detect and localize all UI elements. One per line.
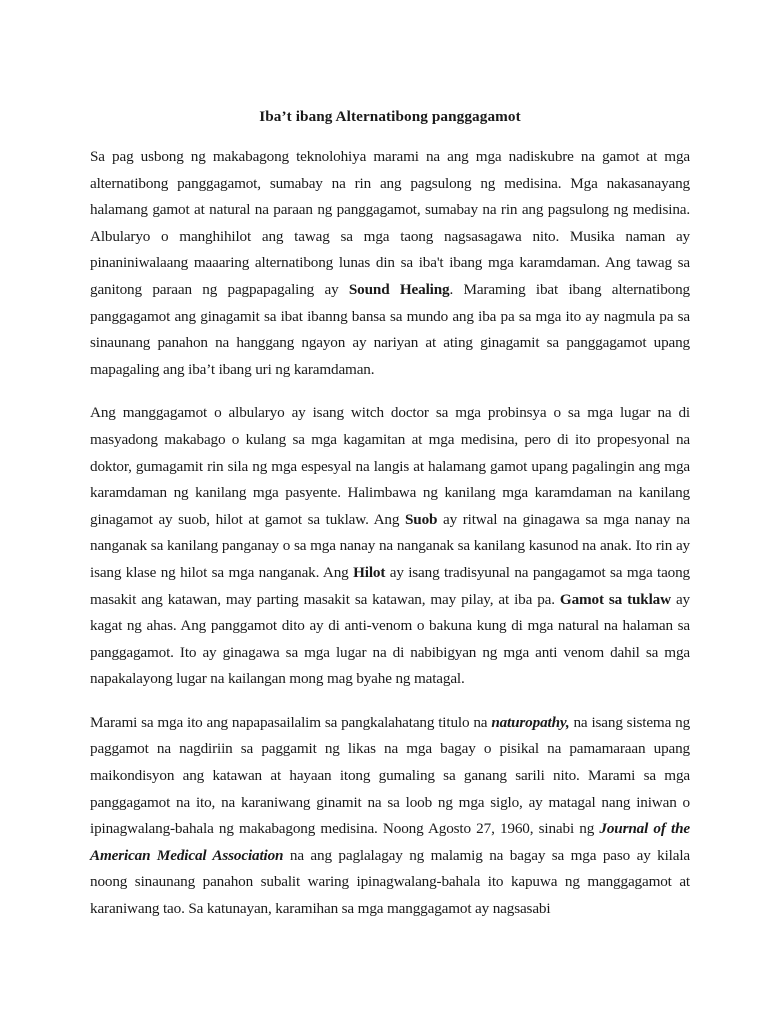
document-body [90,144,690,923]
paragraph [90,710,690,923]
paragraph-text: na ang paglalagay ng malamig na bagay sa mga paso ay kilala noong sinaunang panahon subalit waring ipinagwalang-bahala ito kapuwa ng manggagamot at karaniwang tao. Sa katunayan, karamihan sa mga manggagamot ay nagsasabi [90,846,690,918]
paragraph [90,144,690,383]
paragraph-text: Marami sa mga ito ang napapasailalim sa pangkalahatang titulo na [90,713,492,731]
paragraph-text: Ang manggagamot o albularyo ay isang witch doctor sa mga probinsya o sa mga lugar na di masyadong makabago o kulang sa mga kagamitan at mga medisina, pero di ito propesyonal na doktor, gumagamit rin sila ng mga espesyal na langis at halamang gamot upang pagalingin ang mga karamdaman ng kanilang mga pasyente. Halimbawa ng kanilang mga karamdaman na kanilang ginagamot ay suob, hilot at gamot sa tuklaw. Ang [90,404,690,528]
document-title: Iba’t ibang Alternatibong panggagamot [259,108,521,125]
paragraph-text: na isang sistema ng paggamot na nagdiriin sa paggamit ng likas na mga bagay o pisikal na pamamaraan upang maikondisyon ang katawan at hayaan itong gumaling sa ganang sarili nito. Marami sa mga panggagamot na ito, na karaniwang ginamit na sa loob ng mga siglo, ay matagal nang iniwan o ipinagwalang-bahala ng makabagong medisina. Noong Agosto 27, 1960, sinabi ng [90,713,691,838]
emphasized-text: Gamot sa tuklaw [559,590,671,608]
emphasized-text: Journal of the American Medical Association [90,820,690,864]
paragraph-text: ay kagat ng ahas. Ang panggamot dito ay di anti-venom o bakuna kung di mga natural na halaman sa panggagamot. Ito ay ginagawa sa mga lugar na di nabibigyan ng mga anti venom dahil sa mga napakalayong lugar na kailangan mong mag byahe ng matagal. [90,590,690,688]
emphasized-text: Suob [404,510,438,528]
emphasized-text: Sound Healing [348,280,450,298]
emphasized-text: naturopathy, [491,713,570,731]
paragraph-text: ay ritwal na ginagawa sa mga nanay na nanganak sa kanilang panganay o sa mga nanay na nanganak sa kanilang kasunod na anak. Ito rin ay isang klase ng hilot sa mga nanganak. Ang [90,510,690,581]
emphasized-text: Hilot [353,563,386,581]
paragraph-text: Sa pag usbong ng makabagong teknolohiya marami na ang mga nadiskubre na gamot at mga alternatibong panggagamot, sumabay na rin ang pagsulong ng medisina. Mga nakasanayang halamang gamot at natural na paraan ng panggagamot, sumabay na rin ang pagsulong ng medisina. Albularyo o manghihilot ang tawag sa mga taong nagsasagawa nito. Musika naman ay pinaniniwalaang maaaring alternatibong lunas din sa iba't ibang mga karamdaman. Ang tawag sa ganitong paraan ng pagpapagaling ay [90,148,690,298]
document-page [90,108,690,940]
paragraph [90,400,690,693]
paragraph-text: . Maraming ibat ibang alternatibong panggagamot ang ginagamit sa ibat ibanng bansa sa mundo ang iba pa sa mga ito ay nagmula pa sa sinaunang panahon na hanggang ngayon ay nariyan at ating ginagamit sa panggagamot upang mapagaling ang iba’t ibang uri ng karamdaman. [90,280,690,378]
paragraph-text: ay isang tradisyunal na pangagamot sa mga taong masakit ang katawan, may parting masakit sa katawan, may pilay, at iba pa. [90,563,691,608]
